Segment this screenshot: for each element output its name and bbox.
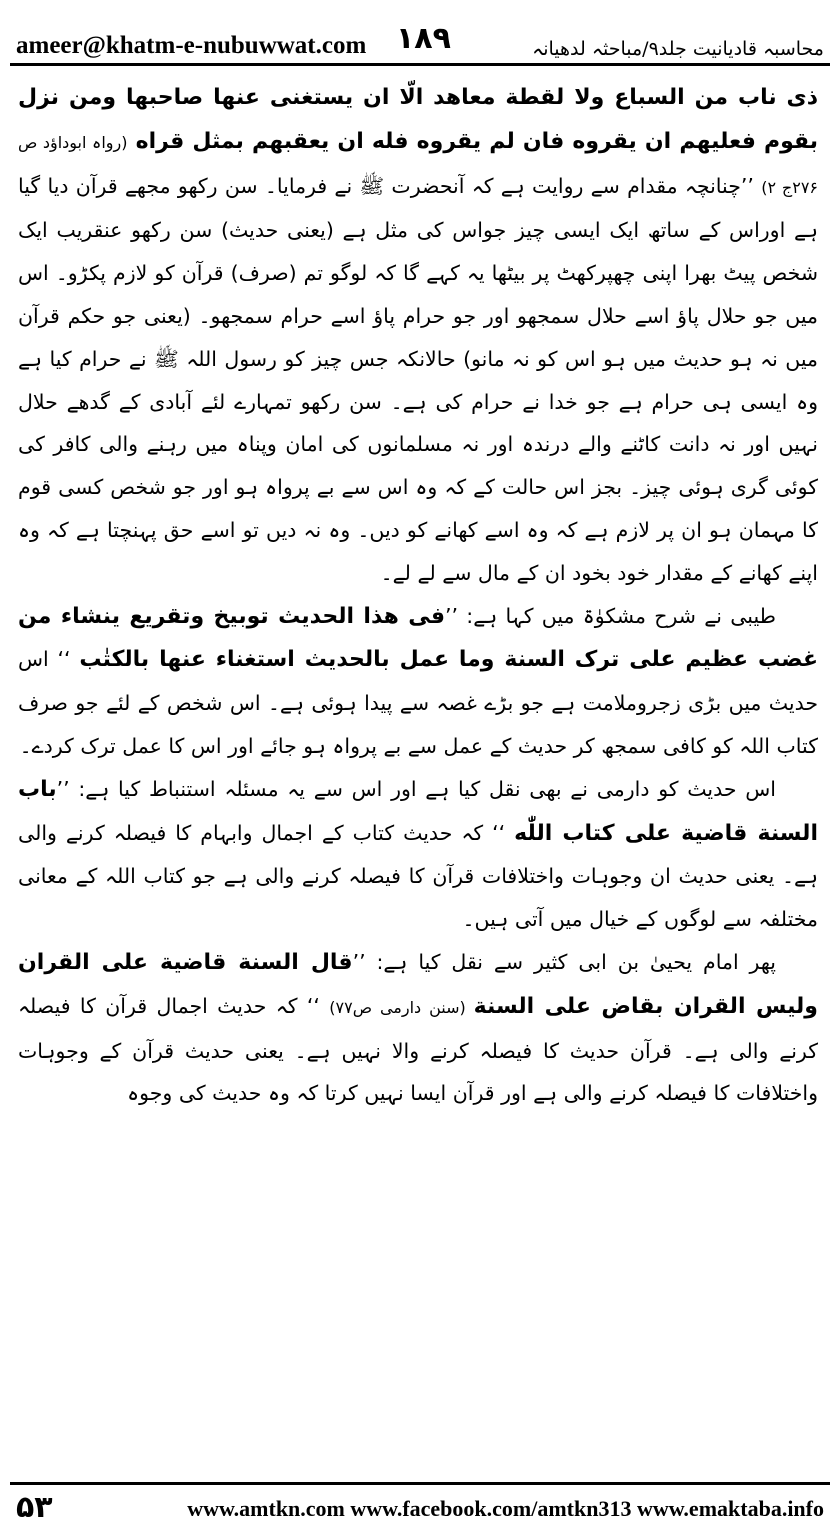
paragraph-1 xyxy=(18,76,818,595)
urdu-text: طیبی نے شرح مشکوٰۃ میں کہا ہے: ’’ xyxy=(444,603,776,628)
paragraph-4 xyxy=(18,941,818,1115)
header-book-title: محاسبہ قادیانیت جلد۹/مباحثہ لدھیانہ xyxy=(532,38,824,60)
footer-rule xyxy=(10,1482,830,1485)
urdu-text: ’’چنانچہ مقدام سے روایت ہے کہ آنحضرت ﷺ نے فرمایا۔ سن رکھو مجھے قرآن دیا گیا ہے اوراس کے ساتھ ایک ایسی چیز جواس کی مثل ہے (یعنی حدیث) سن رکھو عنقریب ایک شخص پیٹ بھرا اپنی چھپرکھٹ پر بیٹھا یہ کہے گا کہ لوگو تم (صرف) قرآن کو لازم پکڑو۔ اس میں جو حلال پاؤ اسے حلال سمجھو اور جو حرام پاؤ اسے حرام سمجھو۔ (یعنی جو حکم قرآن میں نہ ہو حدیث میں ہو اس کو نہ مانو) حالانکہ جس چیز کو رسول اللہ ﷺ نے حرام کیا ہے وہ ایسی ہی حرام ہے جو خدا نے حرام کی ہے۔ سن رکھو تمہارے لئے آبادی کے گدھے حلال نہیں اور نہ دانت کاٹنے والے درندہ اور نہ مسلمانوں کی امان وپناہ میں رہنے والی کافر کی کوئی گری ہوئی چیز۔ بجز اس حالت کے کہ وہ اس سے بے پرواہ ہو اور جو شخص کسی قوم کا مہمان ہو ان پر لازم ہے کہ وہ اسے کھانے کو دیں۔ وہ نہ دیں تو اسے حق پہنچتا ہے کہ وہ اپنے کھانے کے مقدار خود بخود ان کے مال سے لے لے۔ xyxy=(18,173,818,585)
paragraph-2 xyxy=(18,595,818,768)
arabic-quote: باب السنة قاضیة علی کتاب اللّٰه xyxy=(18,776,818,846)
header-page-number: ۱۸۹ xyxy=(396,21,451,56)
footer-page-number: ۵۳ xyxy=(16,1490,53,1525)
urdu-text: ‘‘ اس حدیث میں بڑی زجروملامت ہے جو بڑے غصہ سے پیدا ہوئی ہے۔ اس شخص کے لئے جو صرف کتاب اللہ کو کافی سمجھ کر حدیث کے عمل سے بے پرواہ ہو جائے اور اس کا عمل ترک کردے۔ xyxy=(18,647,818,758)
citation: (رواہ ابوداؤد ص ۲۷۶ج ۲) xyxy=(18,132,818,197)
arabic-quote: ذی ناب من السباع ولا لقطة معاهد الّا ان یستغنی عنها صاحبها ومن نزل بقوم فعلیهم ان یقروه فان لم یقروه فله ان یعقبهم بمثل قراه xyxy=(18,85,818,154)
page-header xyxy=(10,14,830,60)
header-email: ameer@khatm-e-nubuwwat.com xyxy=(16,32,367,59)
urdu-text: ‘‘ کہ حدیث اجمال قرآن کا فیصلہ کرنے والی ہے۔ قرآن حدیث کا فیصلہ کرنے والا نہیں ہے۔ یعنی حدیث قرآن کے وجوہات واختلافات کا فیصلہ کرنے والی ہے اور قرآن ایسا نہیں کرتا کہ وہ حدیث کی وجوہ xyxy=(18,993,818,1106)
footer-links: www.amtkn.com www.facebook.com/amtkn313 www.emaktaba.info xyxy=(187,1496,824,1521)
paragraph-3 xyxy=(18,768,818,941)
citation: (سنن دارمی ص۷۷) xyxy=(329,997,474,1017)
page-footer xyxy=(10,1482,830,1532)
arabic-quote: قال السنة قاضیة علی القران ولیس القران بقاض علی السنة xyxy=(18,949,818,1019)
urdu-text: پھر امام یحییٰ بن ابی کثیر سے نقل کیا ہے: ’’ xyxy=(352,949,777,974)
urdu-text: ‘‘ کہ حدیث کتاب کے اجمال وابہام کا فیصلہ کرنے والی ہے۔ یعنی حدیث ان وجوہات واختلافات قرآن کا فیصلہ کرنے والی ہے جو کتاب اللہ کے معانی مختلفہ سے لوگوں کے خیال میں آتی ہیں۔ xyxy=(18,820,818,932)
arabic-quote: فی هذا الحدیث توبیخ وتقریع ینشاء من غضب عظیم علی ترک السنة وما عمل بالحدیث استغناء عنها بالکتٰب xyxy=(18,603,818,673)
urdu-text: اس حدیث کو دارمی نے بھی نقل کیا ہے اور اس سے یہ مسئلہ استنباط کیا ہے: ’’ xyxy=(56,776,776,801)
header-rule xyxy=(10,63,830,66)
body-text xyxy=(18,76,818,1456)
